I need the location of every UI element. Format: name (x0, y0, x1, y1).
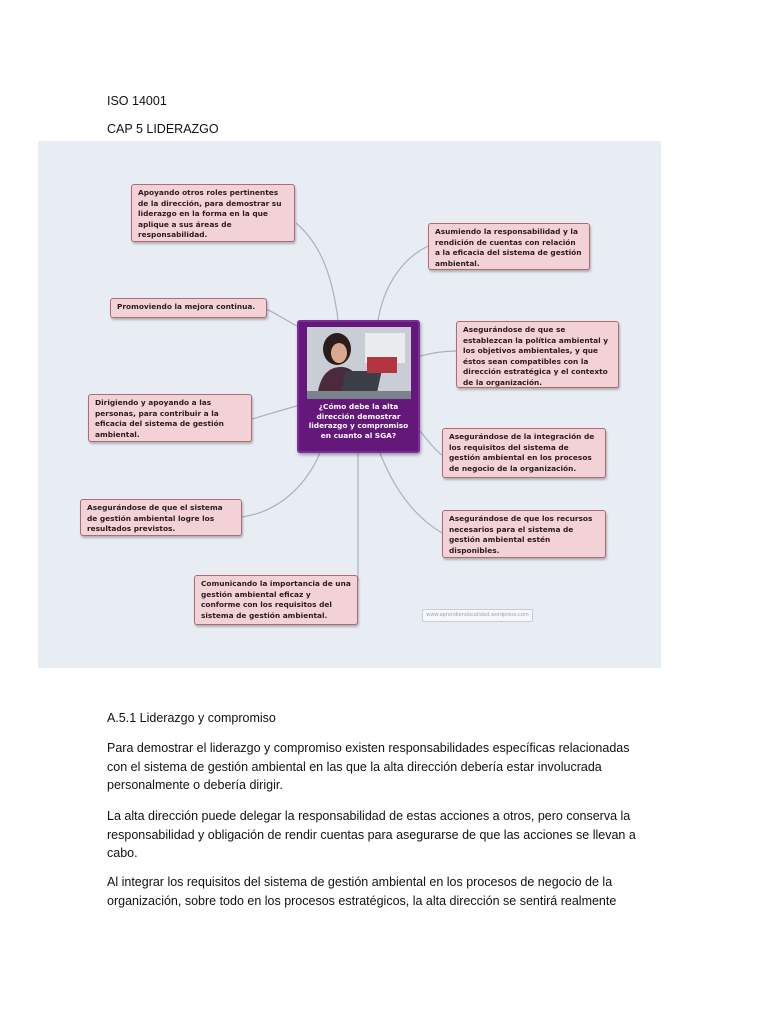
center-question: ¿Cómo debe la alta dirección demostrar liderazgo y compromiso en cuanto al SGA? (308, 402, 409, 440)
mindmap-node-politica-ambiental: Asegurándose de que se establezcan la política ambiental y los objetivos ambientales, y que éstos sean compatibles con la dirección estratégica y el contexto de la organización. (456, 321, 619, 388)
connector-line (242, 453, 320, 517)
mindmap-node-recursos-necesarios: Asegurándose de que los recursos necesarios para el sistema de gestión ambiental estén disponibles. (442, 510, 606, 558)
connector-line (420, 431, 442, 455)
mindmap-diagram (38, 141, 661, 668)
connector-line (252, 406, 297, 419)
mindmap-node-integracion-requisitos: Asegurándose de la integración de los requisitos del sistema de gestión ambiental en los procesos de negocio de la organización. (442, 428, 606, 478)
mindmap-node-mejora-continua: Promoviendo la mejora continua. (110, 298, 267, 318)
person-at-laptop-image (307, 327, 411, 399)
watermark: www.aprendiendocalidad.wordpress.com (422, 609, 533, 622)
connector-line (420, 351, 456, 356)
section-heading: A.5.1 Liderazgo y compromiso (107, 711, 276, 725)
mindmap-node-resultados-previstos: Asegurándose de que el sistema de gestión ambiental logre los resultados previstos. (80, 499, 242, 536)
document-title: ISO 14001 (107, 94, 167, 108)
center-photo (307, 327, 411, 399)
paragraph: Para demostrar el liderazgo y compromiso existen responsabilidades específicas relacionadas con el sistema de gestión ambiental en las que la alta dirección debería estar involucrada personalmente o debería dirigir. (107, 741, 630, 792)
mindmap-center-node (297, 320, 420, 453)
connector-line (378, 246, 428, 320)
connector-line (380, 453, 442, 533)
paragraph: La alta dirección puede delegar la responsabilidad de estas acciones a otros, pero conserva la responsabilidad y obligación de rendir cuentas para asegurarse de que las acciones se llevan a cabo. (107, 809, 636, 860)
mindmap-node-asumiendo-responsabilidad: Asumiendo la responsabilidad y la rendición de cuentas con relación a la eficacia del sistema de gestión ambiental. (428, 223, 590, 270)
connector-line (263, 308, 297, 326)
paragraph: Al integrar los requisitos del sistema de gestión ambiental en los procesos de negocio de la organización, sobre todo en los procesos estratégicos, la alta dirección se sentirá realmente (107, 875, 617, 908)
mindmap-node-apoyando-roles: Apoyando otros roles pertinentes de la dirección, para demostrar su liderazgo en la forma en la que aplique a sus áreas de responsabilidad. (131, 184, 295, 242)
chapter-title: CAP 5 LIDERAZGO (107, 122, 219, 136)
mindmap-node-comunicando-importancia: Comunicando la importancia de una gestión ambiental eficaz y conforme con los requisitos del sistema de gestión ambiental. (194, 575, 358, 625)
connector-line (296, 223, 338, 320)
mindmap-node-dirigiendo-personas: Dirigiendo y apoyando a las personas, para contribuir a la eficacia del sistema de gestión ambiental. (88, 394, 252, 442)
